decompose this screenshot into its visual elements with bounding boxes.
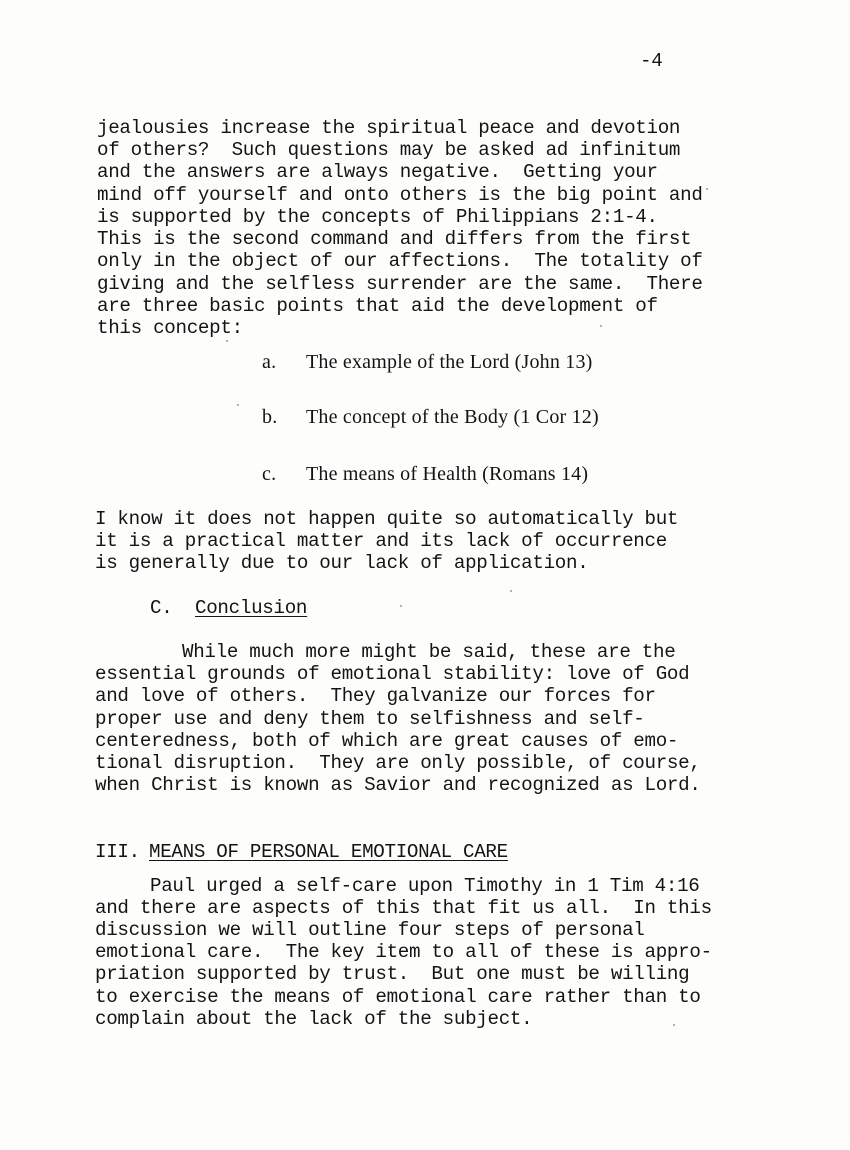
text-line: and the answers are always negative. Getting your bbox=[97, 161, 658, 183]
text-line: priation supported by trust. But one must be willing bbox=[95, 963, 690, 985]
list-item-text: The example of the Lord (John 13) bbox=[306, 351, 593, 373]
text-line: to exercise the means of emotional care rather than to bbox=[95, 986, 701, 1008]
text-line: is supported by the concepts of Philippians 2:1-4. bbox=[97, 206, 658, 228]
text-line: of others? Such questions may be asked ad infinitum bbox=[97, 139, 681, 161]
text-line: is generally due to our lack of application. bbox=[95, 552, 589, 574]
list-item-text: The concept of the Body (1 Cor 12) bbox=[306, 406, 599, 428]
text-line: when Christ is known as Savior and recognized as Lord. bbox=[95, 774, 701, 796]
text-line: centeredness, both of which are great causes of emo- bbox=[95, 730, 679, 752]
list-item-letter: b. bbox=[262, 406, 278, 428]
list-item-letter: a. bbox=[262, 351, 277, 373]
text-line: I know it does not happen quite so automatically but bbox=[95, 508, 679, 530]
text-line: While much more might be said, these are the bbox=[182, 641, 676, 663]
subsection-title: Conclusion bbox=[195, 597, 308, 619]
text-line: giving and the selfless surrender are the same. There bbox=[97, 273, 703, 295]
text-line: and there are aspects of this that fit us all. In this bbox=[95, 897, 712, 919]
text-line: essential grounds of emotional stability: love of God bbox=[95, 663, 690, 685]
text-line: jealousies increase the spiritual peace and devotion bbox=[97, 117, 681, 139]
list-item-text: The means of Health (Romans 14) bbox=[306, 463, 589, 485]
text-line: proper use and deny them to selfishness and self- bbox=[95, 708, 645, 730]
text-line: emotional care. The key item to all of these is appro- bbox=[95, 941, 712, 963]
text-line: only in the object of our affections. The totality of bbox=[97, 250, 703, 272]
list-item-letter: c. bbox=[262, 463, 277, 485]
text-line: are three basic points that aid the development of bbox=[97, 295, 658, 317]
subsection-letter: C. bbox=[150, 597, 173, 619]
text-line: Paul urged a self-care upon Timothy in 1 Tim 4:16 bbox=[150, 875, 700, 897]
section-title: MEANS OF PERSONAL EMOTIONAL CARE bbox=[149, 841, 508, 863]
text-line: this concept: bbox=[97, 317, 243, 339]
section-number: III. bbox=[95, 841, 140, 863]
text-line: complain about the lack of the subject. bbox=[95, 1008, 533, 1030]
page-number: -4 bbox=[640, 50, 663, 72]
text-line: it is a practical matter and its lack of occurrence bbox=[95, 530, 667, 552]
text-line: and love of others. They galvanize our forces for bbox=[95, 685, 656, 707]
text-line: This is the second command and differs from the first bbox=[97, 228, 692, 250]
text-line: mind off yourself and onto others is the big point and bbox=[97, 184, 703, 206]
text-line: tional disruption. They are only possible, of course, bbox=[95, 752, 701, 774]
text-line: discussion we will outline four steps of personal bbox=[95, 919, 645, 941]
